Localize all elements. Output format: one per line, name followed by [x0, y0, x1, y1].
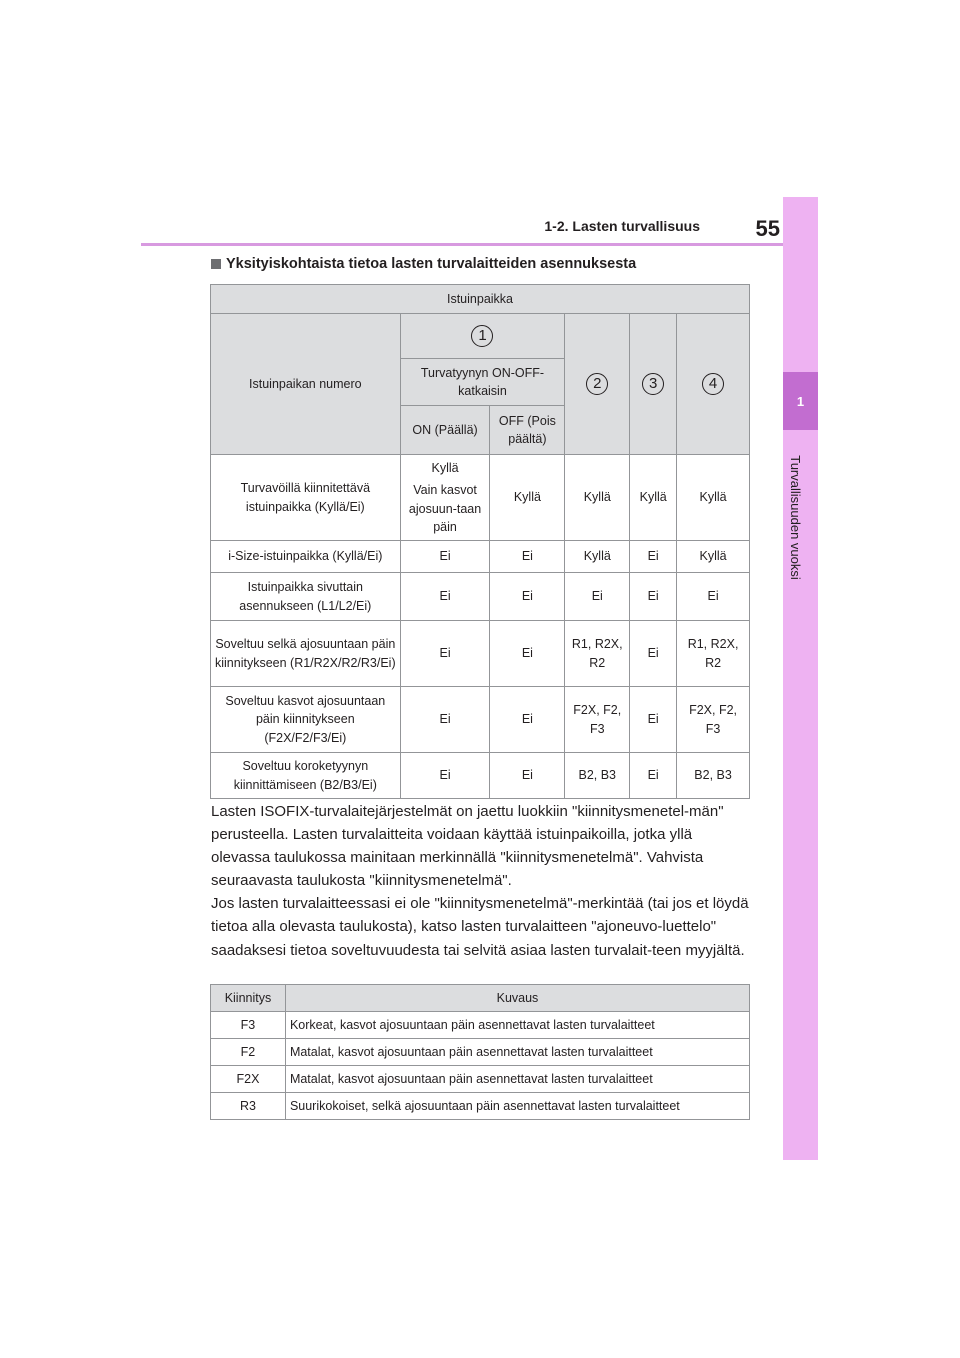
body-paragraph-1: Lasten ISOFIX-turvalaitejärjestelmät on jaettu luokkiin "kiinnitysmenetel-män" perusteella. Lasten turvalaitteita voidaan käyttää istuinpaikoilla, jotka yllä olevassa taulukossa mainitaan merkinnällä "kiinnitysmenetelmä". Vahvista seuraavasta taulukosta "kiinnitysmenetelmä". [211, 803, 724, 890]
row-label: Soveltuu selkä ajosuuntaan päin kiinnitykseen (R1/R2X/R2/R3/Ei) [211, 621, 401, 687]
section-title [211, 256, 636, 272]
cell-on-note: Vain kasvot ajosuun-taan päin [408, 483, 482, 534]
description-col-header: Kuvaus [285, 985, 749, 1012]
bullet-square-icon [211, 259, 221, 269]
cell-seat-4: Kyllä [677, 455, 750, 541]
cell-on: Ei [400, 687, 490, 753]
row-label: Soveltuu koroketyynyn kiinnittämiseen (B2/B3/Ei) [211, 753, 401, 799]
cell-seat-2: Kyllä [565, 541, 630, 573]
fixture-code: F3 [211, 1012, 286, 1039]
row-label: Istuinpaikka sivuttain asennukseen (L1/L2/Ei) [211, 573, 401, 621]
cell-seat-4: Ei [677, 573, 750, 621]
fixture-description: Matalat, kasvot ajosuuntaan päin asennettavat lasten turvalaitteet [285, 1066, 749, 1093]
cell-on-value: Kyllä [431, 461, 459, 476]
row-label: Soveltuu kasvot ajosuuntaan päin kiinnitykseen (F2X/F2/F3/Ei) [211, 687, 401, 753]
cell-off: Kyllä [490, 455, 565, 541]
seat-3-icon: 3 [642, 373, 664, 395]
fixture-col-header: Kiinnitys [211, 985, 286, 1012]
body-paragraph-2: Jos lasten turvalaitteessasi ei ole "kiinnitysmenetelmä"-merkintää (tai jos et löydä tietoa alla olevasta taulukosta), katso lasten turvalaitteen "ajoneuvo-luettelo" saadaksesi tietoa soveltuvuudesta tai selvitä asiaa lasten turvalait-teen myyjältä. [211, 895, 749, 959]
header-divider [141, 243, 786, 246]
seat-3-header [630, 314, 677, 455]
fixture-code: F2X [211, 1066, 286, 1093]
cell-seat-4: F2X, F2, F3 [677, 687, 750, 753]
cell-seat-2: Kyllä [565, 455, 630, 541]
cell-seat-3: Kyllä [630, 455, 677, 541]
seat-2-header [565, 314, 630, 455]
cell-seat-2: Ei [565, 573, 630, 621]
cell-seat-2: R1, R2X, R2 [565, 621, 630, 687]
cell-on: Ei [400, 541, 490, 573]
seat-4-icon: 4 [702, 373, 724, 395]
page-number: 55 [755, 216, 780, 241]
seat-position-table [210, 284, 750, 799]
cell-on: Ei [400, 621, 490, 687]
seat-2-icon: 2 [586, 373, 608, 395]
table-caption: Istuinpaikka [211, 285, 750, 314]
cell-on: Ei [400, 753, 490, 799]
cell-seat-3: Ei [630, 573, 677, 621]
section-heading: 1-2. Lasten turvallisuus [544, 218, 700, 234]
fixture-code: R3 [211, 1093, 286, 1120]
fixture-description: Korkeat, kasvot ajosuuntaan päin asennettavat lasten turvalaitteet [285, 1012, 749, 1039]
cell-seat-3: Ei [630, 753, 677, 799]
cell-off: Ei [490, 687, 565, 753]
off-label: OFF (Pois päältä) [490, 406, 565, 455]
cell-off: Ei [490, 753, 565, 799]
body-text [211, 800, 751, 962]
cell-off: Ei [490, 541, 565, 573]
fixture-table [210, 984, 750, 1120]
fixture-description: Suurikokoiset, selkä ajosuuntaan päin asennettavat lasten turvalaitteet [285, 1093, 749, 1120]
seat-1-header [400, 314, 565, 359]
on-label: ON (Päällä) [400, 406, 490, 455]
seat-1-icon: 1 [471, 325, 493, 347]
chapter-tab-active[interactable] [783, 372, 818, 430]
chapter-tab [783, 197, 818, 1160]
cell-seat-3: Ei [630, 687, 677, 753]
cell-off: Ei [490, 621, 565, 687]
row-label: i-Size-istuinpaikka (Kyllä/Ei) [211, 541, 401, 573]
airbag-switch-label: Turvatyynyn ON-OFF-katkaisin [400, 359, 565, 406]
cell-on: Ei [400, 573, 490, 621]
cell-seat-3: Ei [630, 621, 677, 687]
chapter-title: Turvallisuuden vuoksi [787, 455, 803, 580]
seat-4-header [677, 314, 750, 455]
seat-number-label: Istuinpaikan numero [211, 314, 401, 455]
section-title-text: Yksityiskohtaista tietoa lasten turvalaitteiden asennuksesta [226, 256, 637, 272]
cell-seat-4: R1, R2X, R2 [677, 621, 750, 687]
cell-seat-2: B2, B3 [565, 753, 630, 799]
cell-off: Ei [490, 573, 565, 621]
cell-on [400, 455, 490, 541]
cell-seat-4: Kyllä [677, 541, 750, 573]
fixture-description: Matalat, kasvot ajosuuntaan päin asennettavat lasten turvalaitteet [285, 1039, 749, 1066]
chapter-number: 1 [796, 393, 805, 409]
fixture-code: F2 [211, 1039, 286, 1066]
row-label: Turvavöillä kiinnitettävä istuinpaikka (Kyllä/Ei) [211, 455, 401, 541]
cell-seat-3: Ei [630, 541, 677, 573]
cell-seat-2: F2X, F2, F3 [565, 687, 630, 753]
cell-seat-4: B2, B3 [677, 753, 750, 799]
